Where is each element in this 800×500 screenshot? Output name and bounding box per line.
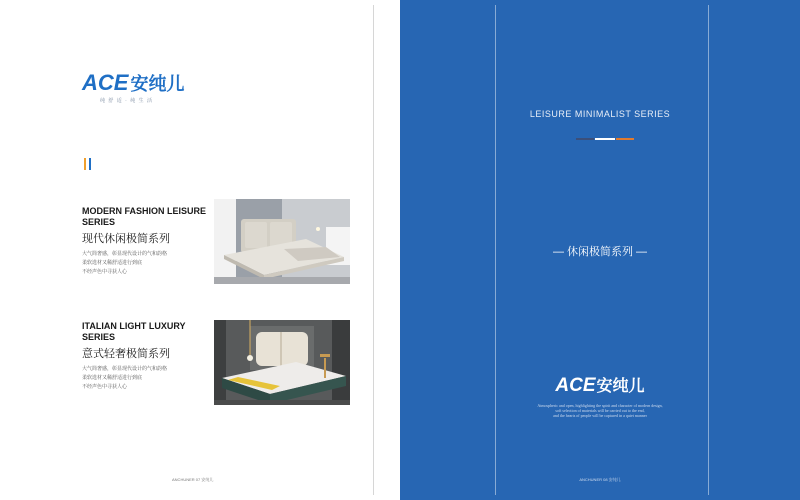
series-desc-line: 柔软选材又稀舒适进行到底: [82, 260, 143, 266]
series-en-title: ITALIAN LIGHT LUXURY SERIES: [82, 321, 186, 342]
accent-bar-orange: [84, 158, 86, 170]
logo-slogan: 纯 舒 适 · 纯 生 活: [100, 98, 154, 104]
dash-white: [595, 138, 615, 140]
series-desc-line: 大气简奢感，彰显现代设计的气和韵格: [82, 366, 168, 372]
accent-bars: [84, 158, 92, 170]
brand-logo: [82, 70, 184, 104]
dash-dark: [576, 138, 594, 140]
series-title: LEISURE MINIMALIST SERIES: [529, 109, 671, 119]
brand-logo-white: [400, 373, 800, 397]
logo-ace-text: ACE: [555, 375, 596, 396]
logo-cn-text: 安纯儿: [130, 74, 185, 94]
description-line: and the hearts of people will be captured in a quiet manner: [553, 413, 647, 418]
series-desc-line: 大气简奢感，彰显现代设计的气和韵格: [82, 251, 168, 257]
logo-mark: [82, 70, 184, 96]
series-cn-title: 现代休闲极简系列: [82, 233, 170, 245]
right-page: [400, 0, 800, 500]
series-desc-line: 不经声色中寻获人心: [82, 269, 128, 275]
dash-orange: [616, 138, 634, 140]
left-page-divider: [373, 5, 374, 495]
page-number-left: ANCHUNER 07 安纯儿: [172, 477, 214, 482]
series-cn-title: 意式轻奢极简系列: [82, 348, 170, 360]
series-italian-luxury: [82, 321, 212, 392]
description-line: soft selection of materials will be carried out to the end,: [555, 408, 645, 413]
series-description: [82, 250, 212, 277]
page-number-right: ANCHUNER 08 安纯儿: [579, 477, 621, 482]
series-desc-line: 不经声色中寻获人心: [82, 384, 128, 390]
description-line: Atmospheric and open, highlighting the spirit and character of modern design,: [537, 403, 663, 408]
logo-ace-text: ACE: [82, 70, 129, 95]
modern-bed-photo: [214, 199, 350, 284]
logo-cn-text: 安纯儿: [596, 378, 645, 395]
title-dash-rule: [576, 138, 634, 140]
series-en-title: MODERN FASHION LEISURE SERIES: [82, 206, 207, 227]
italian-bed-photo: [214, 320, 350, 405]
brand-description: [400, 403, 800, 418]
series-modern-fashion: [82, 206, 212, 277]
accent-bar-blue: [89, 158, 91, 170]
series-desc-line: 柔软选材又稀舒适进行到底: [82, 375, 143, 381]
series-cn-heading: — 休闲极简系列 —: [552, 246, 648, 258]
series-description: [82, 365, 212, 392]
